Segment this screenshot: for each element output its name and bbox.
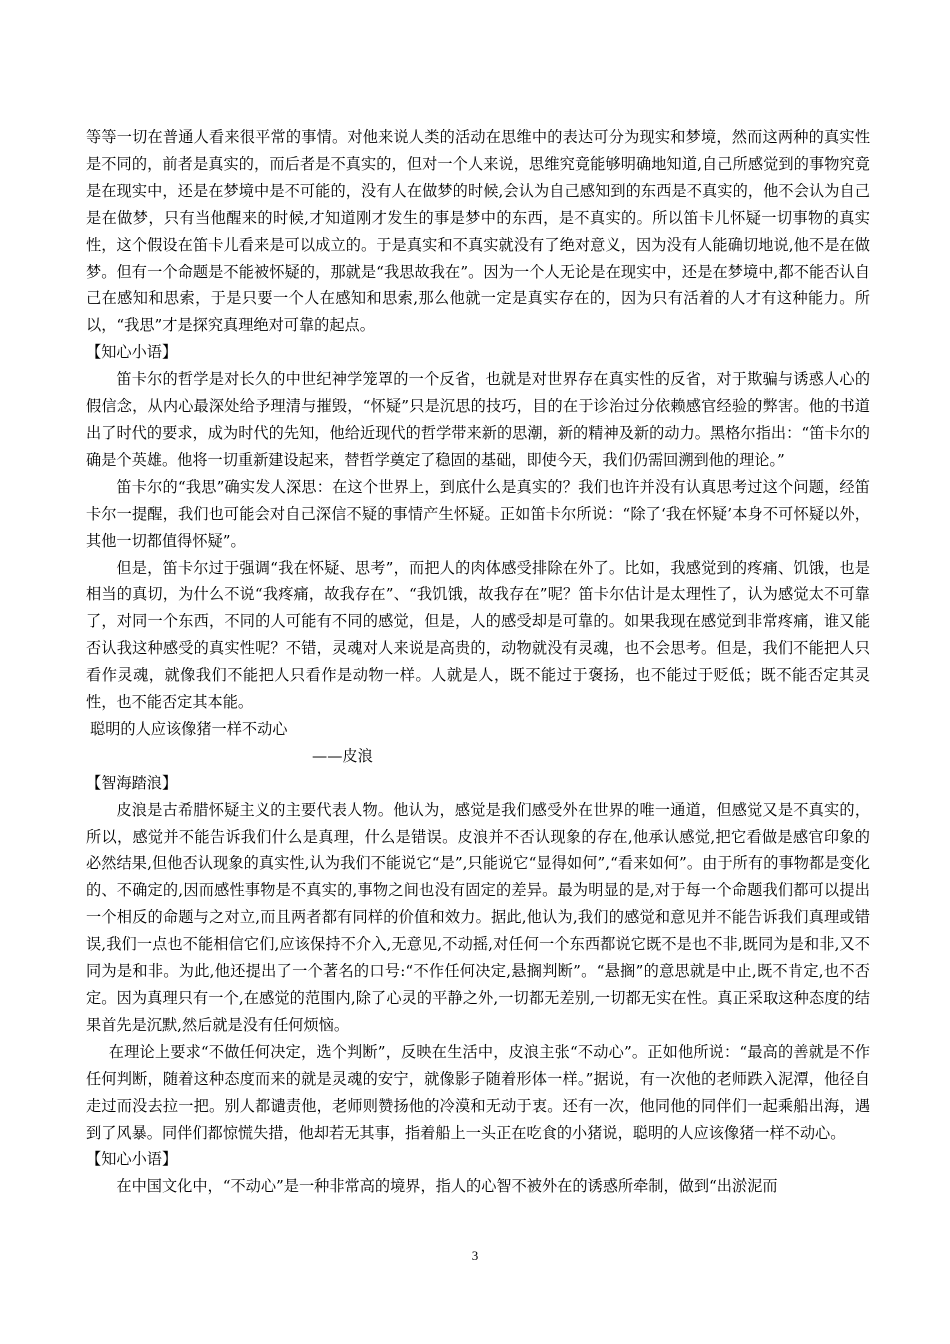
document-body [86,124,870,1200]
page-number: 3 [471,1248,479,1263]
section-heading-zhixin-2: 【知心小语】 [86,1150,178,1169]
section-heading-zhixin-1: 【知心小语】 [86,343,178,362]
paragraph-pyrrho-skepticism: 皮浪是古希腊怀疑主义的主要代表人物。他认为，感觉是我们感受外在世界的唯一通道，但感觉又是不真实的，所以，感觉并不能告诉我们什么是真理，什么是错误。皮浪并不否认现象的存在,他承认感觉,把它看做是感官印象的必然结果,但他否认现象的真实性,认为我们不能说它“是”,只能说它“显得如何”,“看来如何”。由于所有的事物都是变化的、不确定的,因而感性事物是不真实的,事物之间也没有固定的差异。最为明显的是,对于每一个命题我们都可以提出一个相反的命题与之对立,而且两者都有同样的价值和效力。据此,他认为,我们的感觉和意见并不能告诉我们真理或错误,我们一点也不能相信它们,应该保持不介入,无意见,不动摇,对任何一个东西都说它既不是也不非,既同为是和非,又不同为是和非。为此,他还提出了一个著名的口号:“不作任何决定,悬搁判断”。“悬搁”的意思就是中止,既不肯定,也不否定。因为真理只有一个,在感觉的范围内,除了心灵的平静之外,一切都无差别,一切都无实在性。真正采取这种态度的结果首先是沉默,然后就是没有任何烦恼。 [86,800,870,1034]
paragraph-chinese-culture: 在中国文化中，“不动心”是一种非常高的境界，指人的心智不被外在的诱惑所牵制，做到“出淤泥而 [116,1177,778,1196]
paragraph-pyrrho-budongxin: 在理论上要求“不做任何决定，选个判断”，反映在生活中，皮浪主张“不动心”。正如他所说：“最高的善就是不作任何判断，随着这种态度而来的就是灵魂的安宁，就像影子随着形体一样。”据说，有一次他的老师跌入泥潭，他径自走过而没去拉一把。别人都谴责他，老师则赞扬他的冷漠和无动于衷。还有一次，他同他的同伴们一起乘船出海，遇到了风暴。同伴们都惊慌失措，他却若无其事，指着船上一头正在吃食的小猪说，聪明的人应该像猪一样不动心。 [86,1042,870,1142]
paragraph-wo-si: 笛卡尔的“我思”确实发人深思：在这个世界上，到底什么是真实的？我们也许并没有认真思考过这个问题，经笛卡尔一提醒，我们也可能会对自己深信不疑的事情产生怀疑。正如笛卡尔所说：“除了‘我在怀疑’本身不可怀疑以外，其他一切都值得怀疑”。 [86,477,870,550]
quote-attribution: ——皮浪 [312,746,373,765]
paragraph-descartes-dream: 等等一切在普通人看来很平常的事情。对他来说人类的活动在思维中的表达可分为现实和梦境，然而这两种的真实性是不同的，前者是真实的，而后者是不真实的，但对一个人来说，思维究竟能够明确地知道,自己所感觉到的事物究竟是在现实中，还是在梦境中是不可能的，没有人在做梦的时候,会认为自己感知到的东西是不真实的，他不会认为自己是在做梦，只有当他醒来的时候,才知道刚才发生的事是梦中的东西，是不真实的。所以笛卡儿怀疑一切事物的真实性，这个假设在笛卡儿看来是可以成立的。于是真实和不真实就没有了绝对意义，因为没有人能确切地说,他不是在做梦。但有一个命题是不能被怀疑的，那就是“我思故我在”。因为一个人无论是在现实中，还是在梦境中,都不能否认自己在感知和思索，于是只要一个人在感知和思索,那么他就一定是真实存在的，因为只有活着的人才有这种能力。所以，“我思”才是探究真理绝对可靠的起点。 [86,128,870,335]
section-title-pyrrho: 聪明的人应该像猪一样不动心 [90,719,288,738]
paragraph-descartes-reflection: 笛卡尔的哲学是对长久的中世纪神学笼罩的一个反省，也就是对世界存在真实性的反省，对于欺骗与诱惑人心的假信念，从内心最深处给予理清与摧毁，“怀疑”只是沉思的技巧，目的在于诊治过分依赖感官经验的弊害。他的书道出了时代的要求，成为时代的先知，他给近现代的哲学带来新的思潮，新的精神及新的动力。黑格尔指出：“笛卡尔的确是个英雄。他将一切重新建设起来，替哲学奠定了稳固的基础，即使今天，我们仍需回溯到他的理论。” [86,370,870,469]
section-heading-zhihai: 【智海踏浪】 [86,773,178,792]
paragraph-body-feeling: 但是，笛卡尔过于强调“我在怀疑、思考”，而把人的肉体感受排除在外了。比如，我感觉到的疼痛、饥饿，也是相当的真切，为什么不说“我疼痛，故我存在”、“我饥饿，故我存在”呢？笛卡尔估计是太理性了，认为感觉太不可靠了，对同一个东西，不同的人可能有不同的感觉，但是，人的感受却是可靠的。如果我现在感觉到非常疼痛，谁又能否认我这种感受的真实性呢？不错，灵魂对人来说是高贵的，动物就没有灵魂，也不会思考。但是，我们不能把人只看作灵魂，就像我们不能把人只看作是动物一样。人就是人，既不能过于褒扬，也不能过于贬低；既不能否定其灵性，也不能否定其本能。 [86,558,870,712]
